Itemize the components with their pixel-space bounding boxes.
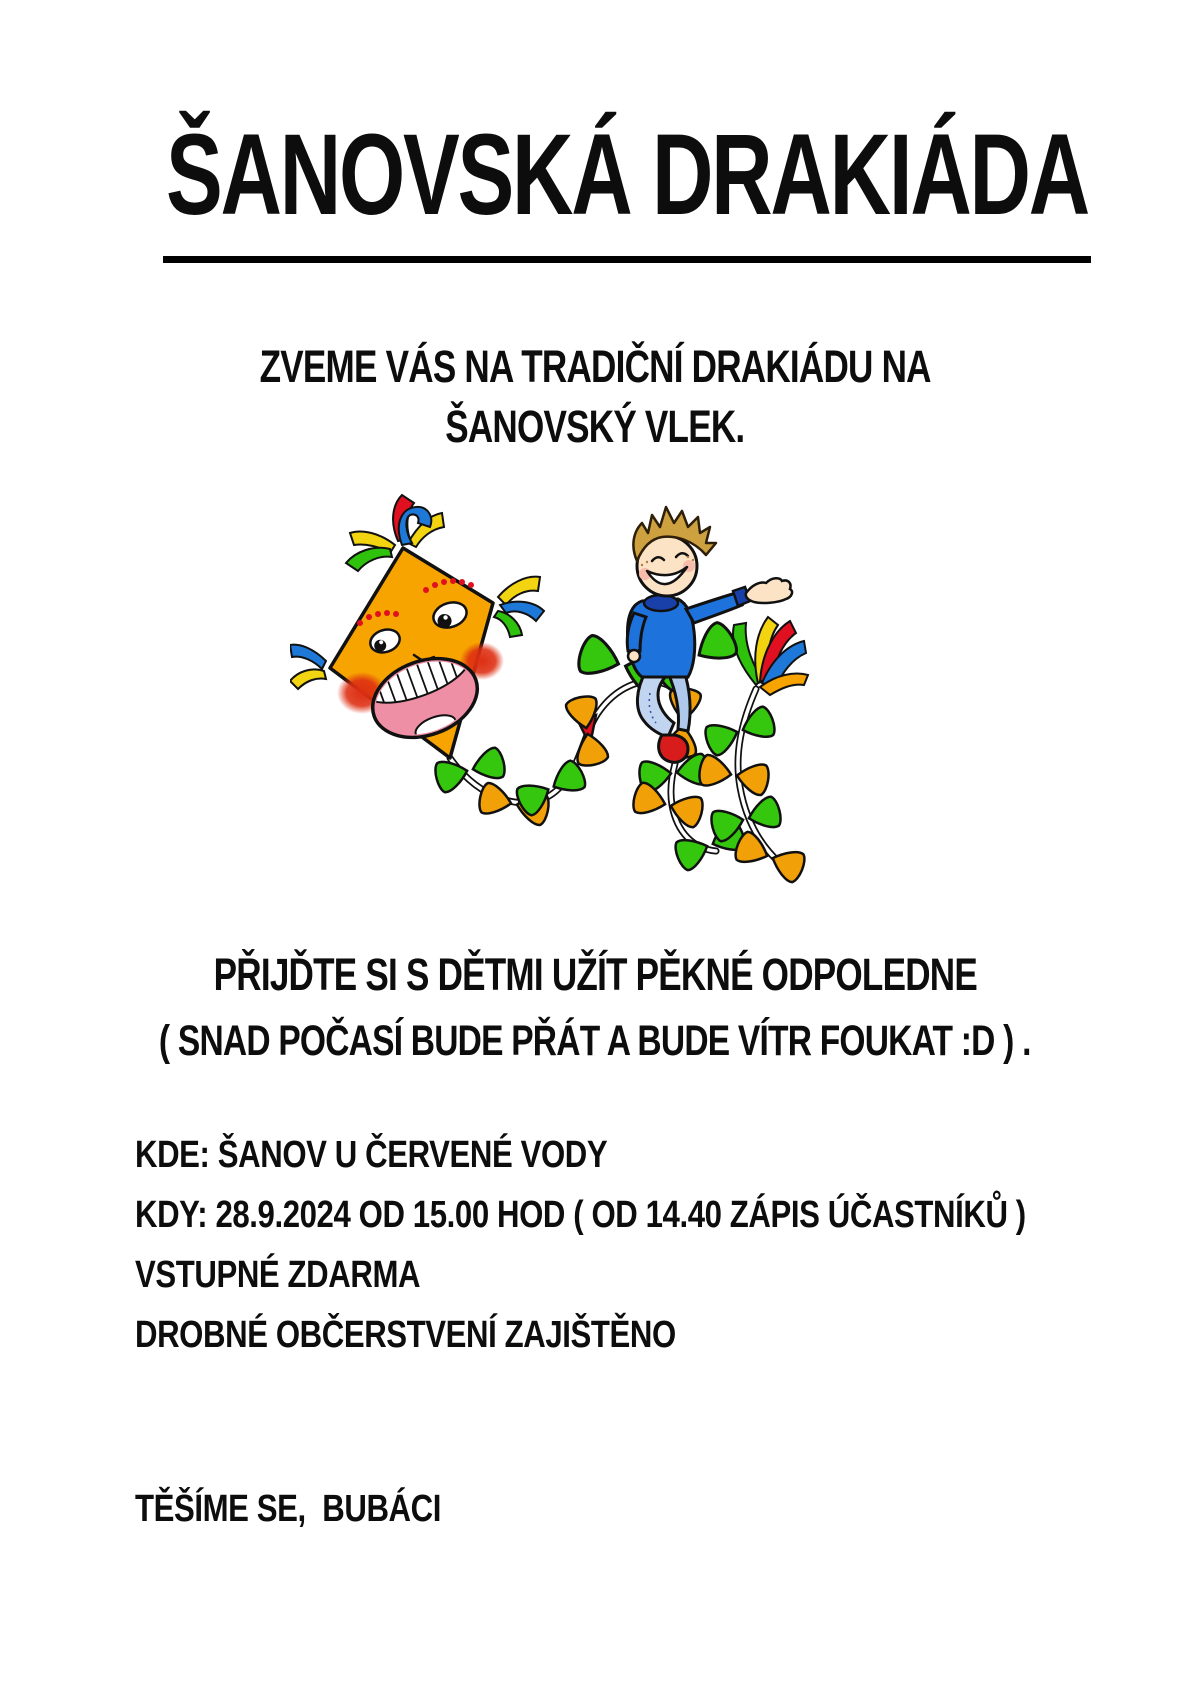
detail-where: KDE: ŠANOV U ČERVENÉ VODY — [135, 1134, 608, 1177]
detail-refreshments: DROBNÉ OBČERSTVENÍ ZAJIŠTĚNO — [135, 1314, 676, 1357]
tagline-text: PŘIJĎTE SI S DĚTMI UŽÍT PĚKNÉ ODPOLEDNE — [213, 949, 977, 1001]
detail-entry: VSTUPNÉ ZDARMA — [135, 1254, 421, 1297]
kite-face — [290, 495, 544, 758]
closing-text: TĚŠÍME SE, BUBÁCI — [135, 1488, 441, 1531]
invitation-line-2: ŠANOVSKÝ VLEK. — [445, 400, 745, 452]
invitation-line-1: ZVEME VÁS NA TRADIČNÍ DRAKIÁDU NA — [259, 340, 931, 392]
kite-illustration — [290, 453, 810, 903]
tagline-note-text: ( SNAD POČASÍ BUDE PŘÁT A BUDE VÍTR FOUKAT :D ) . — [159, 1017, 1031, 1066]
rainbow-ribbons — [733, 617, 808, 695]
event-details — [135, 1134, 1190, 1357]
detail-when: KDY: 28.9.2024 OD 15.00 HOD ( OD 14.40 ZÁPIS ÚČASTNÍKŮ ) — [135, 1194, 1026, 1237]
poster-title-text: ŠANOVSKÁ DRAKIÁDA — [163, 108, 1091, 263]
poster-title — [0, 0, 1190, 263]
invitation-text — [0, 337, 1190, 458]
